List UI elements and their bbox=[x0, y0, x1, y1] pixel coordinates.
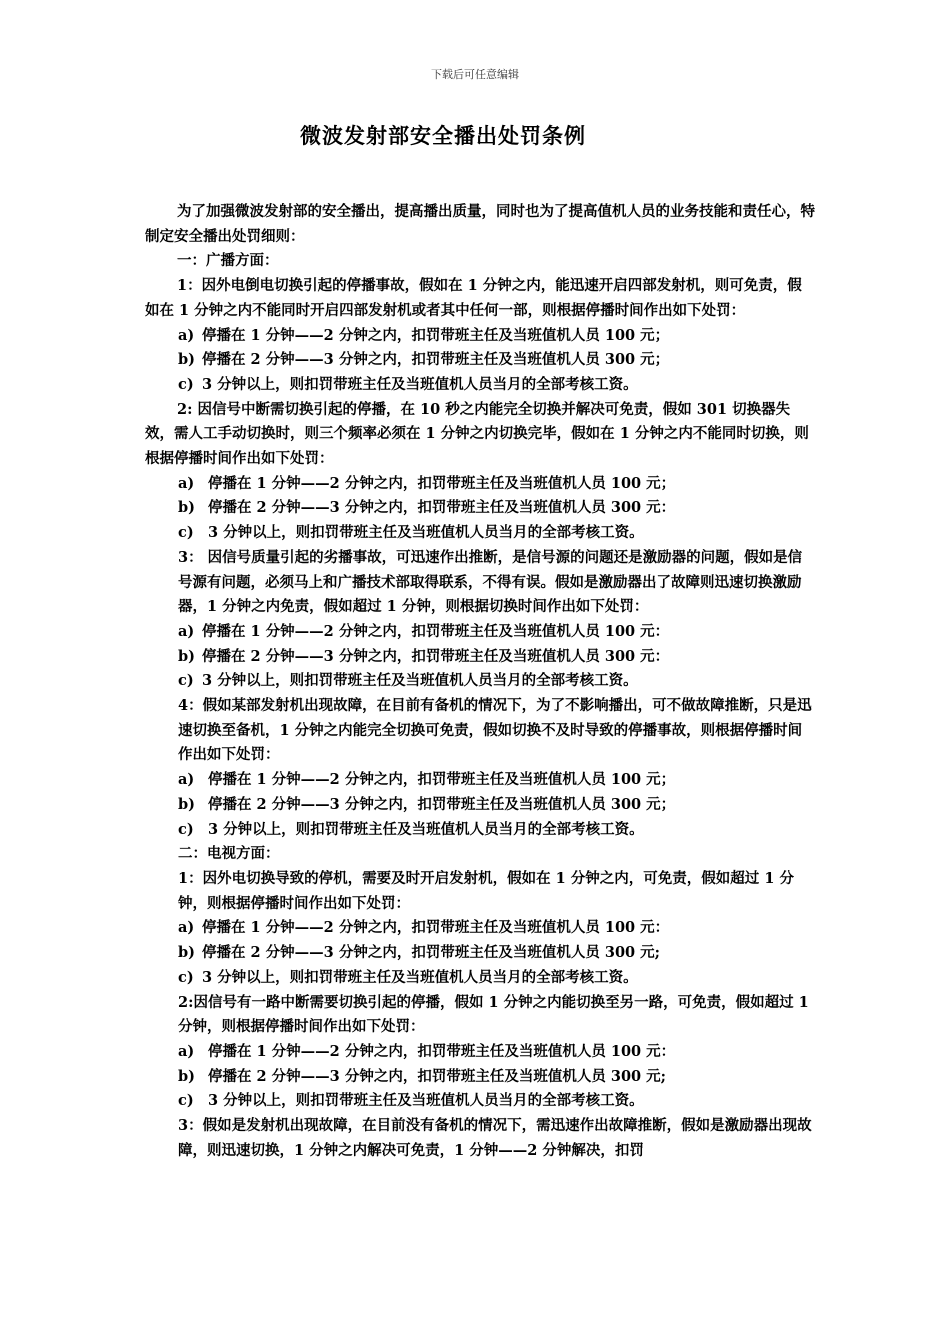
list-item bbox=[145, 818, 815, 843]
document-title: 微波发射部安全播出处罚条例 bbox=[300, 123, 586, 148]
list-item bbox=[145, 472, 815, 497]
item-marker: c) bbox=[178, 820, 194, 838]
item-marker: a) bbox=[178, 326, 195, 344]
item-text: 3 分钟以上，则扣罚带班主任及当班值机人员当月的全部考核工资。 bbox=[208, 820, 644, 838]
item-text: 停播在 1 分钟——2 分钟之内，扣罚带班主任及当班值机人员 100 元； bbox=[208, 771, 676, 789]
list-item bbox=[145, 348, 815, 373]
radio-rule-2: 2: 因信号中断需切换引起的停播，在 10 秒之内能完全切换并解决可免责，假如 301 切换器失效，需人工手动切换时，则三个频率必须在 1 分钟之内切换完毕，假如在 1 分钟之内不能同时切换，则根据停播时间作出如下处罚： bbox=[145, 400, 809, 468]
item-marker: a) bbox=[178, 622, 195, 640]
item-text: 3 分钟以上，则扣罚带班主任及当班值机人员当月的全部考核工资。 bbox=[208, 524, 644, 542]
item-marker: b) bbox=[178, 944, 195, 962]
section-heading-tv: 二：电视方面： bbox=[178, 845, 280, 863]
item-marker: c) bbox=[178, 968, 194, 986]
item-marker: b) bbox=[178, 795, 195, 813]
item-marker: b) bbox=[178, 499, 195, 517]
item-text: 停播在 2 分钟——3 分钟之内，扣罚带班主任及当班值机人员 300 元; bbox=[208, 1067, 667, 1085]
item-marker: b) bbox=[178, 647, 195, 665]
item-text: 停播在 2 分钟——3 分钟之内，扣罚带班主任及当班值机人员 300 元； bbox=[208, 795, 676, 813]
list-item bbox=[145, 768, 815, 793]
item-marker: a) bbox=[178, 1042, 195, 1060]
item-text: 停播在 1 分钟——2 分钟之内，扣罚带班主任及当班值机人员 100 元： bbox=[202, 919, 670, 937]
item-marker: b) bbox=[178, 351, 195, 369]
list-item bbox=[145, 916, 815, 941]
item-text: 停播在 1 分钟——2 分钟之内，扣罚带班主任及当班值机人员 100 元； bbox=[208, 474, 676, 492]
radio-rule-4: 4：假如某部发射机出现故障，在目前有备机的情况下，为了不影响播出，可不做故障推断，只是迅速切换至备机，1 分钟之内能完全切换可免责，假如切换不及时导致的停播事故，则根据停播时间作出如下处罚： bbox=[178, 697, 812, 764]
page-header: 下载后可任意编辑 bbox=[431, 68, 519, 81]
item-text: 停播在 2 分钟——3 分钟之内，扣罚带班主任及当班值机人员 300 元； bbox=[202, 351, 670, 369]
item-text: 3 分钟以上，则扣罚带班主任及当班值机人员当月的全部考核工资。 bbox=[202, 375, 638, 393]
list-item bbox=[145, 669, 815, 694]
item-text: 停播在 1 分钟——2 分钟之内，扣罚带班主任及当班值机人员 100 元： bbox=[202, 622, 670, 640]
item-marker: a) bbox=[178, 771, 195, 789]
document-body bbox=[145, 200, 815, 1163]
item-text: 停播在 1 分钟——2 分钟之内，扣罚带班主任及当班值机人员 100 元： bbox=[208, 1042, 676, 1060]
item-text: 停播在 2 分钟——3 分钟之内，扣罚带班主任及当班值机人员 300 元： bbox=[208, 499, 676, 517]
list-item bbox=[145, 620, 815, 645]
item-marker: c) bbox=[178, 672, 194, 690]
list-item bbox=[145, 496, 815, 521]
list-item bbox=[145, 1040, 815, 1065]
list-item bbox=[145, 966, 815, 991]
item-marker: c) bbox=[178, 375, 194, 393]
list-item bbox=[145, 645, 815, 670]
item-marker: a) bbox=[178, 919, 195, 937]
item-marker: c) bbox=[178, 524, 194, 542]
intro-paragraph: 为了加强微波发射部的安全播出，提高播出质量，同时也为了提高值机人员的业务技能和责任心，特制定安全播出处罚细则： bbox=[145, 203, 815, 245]
list-item bbox=[145, 1089, 815, 1114]
item-text: 3 分钟以上，则扣罚带班主任及当班值机人员当月的全部考核工资。 bbox=[202, 968, 638, 986]
item-text: 3 分钟以上，则扣罚带班主任及当班值机人员当月的全部考核工资。 bbox=[208, 1092, 644, 1110]
item-marker: a) bbox=[178, 474, 195, 492]
item-text: 停播在 1 分钟——2 分钟之内，扣罚带班主任及当班值机人员 100 元； bbox=[202, 326, 670, 344]
list-item bbox=[145, 521, 815, 546]
tv-rule-3: 3：假如是发射机出现故障，在目前没有备机的情况下，需迅速作出故障推断，假如是激励器出现故障，则迅速切换，1 分钟之内解决可免责，1 分钟——2 分钟解决，扣罚 bbox=[178, 1117, 812, 1159]
item-marker: b) bbox=[178, 1067, 195, 1085]
list-item bbox=[145, 793, 815, 818]
item-text: 停播在 2 分钟——3 分钟之内，扣罚带班主任及当班值机人员 300 元： bbox=[202, 647, 670, 665]
list-item bbox=[145, 373, 815, 398]
tv-rule-1: 1：因外电切换导致的停机，需要及时开启发射机，假如在 1 分钟之内，可免责，假如超过 1 分钟，则根据停播时间作出如下处罚： bbox=[178, 869, 794, 912]
item-marker: c) bbox=[178, 1092, 194, 1110]
item-text: 停播在 2 分钟——3 分钟之内，扣罚带班主任及当班值机人员 300 元; bbox=[202, 944, 661, 962]
section-heading-radio: 一：广播方面： bbox=[177, 252, 279, 270]
list-item bbox=[145, 324, 815, 349]
list-item bbox=[145, 1065, 815, 1090]
item-text: 3 分钟以上，则扣罚带班主任及当班值机人员当月的全部考核工资。 bbox=[202, 672, 638, 690]
radio-rule-3: 3： 因信号质量引起的劣播事故，可迅速作出推断，是信号源的问题还是激励器的问题，假如是信号源有问题，必须马上和广播技术部取得联系，不得有误。假如是激励器出了故障则迅速切换激励器，1 分钟之内免责，假如超过 1 分钟，则根据切换时间作出如下处罚： bbox=[178, 548, 803, 616]
tv-rule-2: 2:因信号有一路中断需要切换引起的停播，假如 1 分钟之内能切换至另一路，可免责，假如超过 1 分钟，则根据停播时间作出如下处罚： bbox=[178, 993, 809, 1036]
list-item bbox=[145, 941, 815, 966]
radio-rule-1: 1：因外电倒电切换引起的停播事故，假如在 1 分钟之内，能迅速开启四部发射机，则可免责，假如在 1 分钟之内不能同时开启四部发射机或者其中任何一部，则根据停播时间作出如下处罚： bbox=[145, 277, 802, 319]
